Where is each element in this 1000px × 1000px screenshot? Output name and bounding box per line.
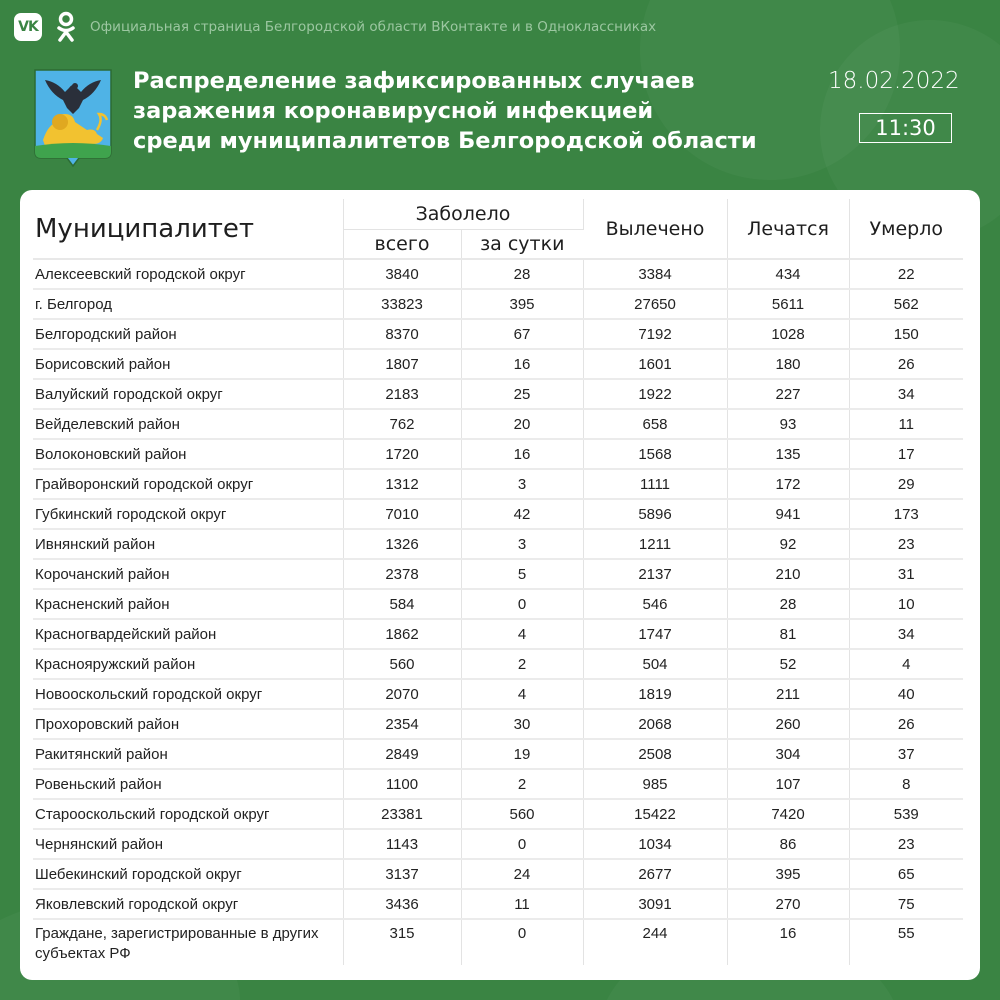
header-infected: Заболело [343,199,583,229]
cell-treating: 227 [727,379,849,409]
cell-total: 315 [343,919,461,965]
header-infected-total: всего [343,229,461,259]
cell-died: 11 [849,409,963,439]
cell-died: 17 [849,439,963,469]
cell-name: Алексеевский городской округ [33,259,343,289]
statistics-card [20,190,980,980]
cell-day: 0 [461,589,583,619]
cell-name: Граждане, зарегистрированные в других субъектах РФ [33,919,343,965]
cell-name: Губкинский городской округ [33,499,343,529]
cell-name: Краснояружский район [33,649,343,679]
cell-day: 395 [461,289,583,319]
cell-day: 42 [461,499,583,529]
page-title [133,66,793,156]
cell-treating: 941 [727,499,849,529]
cell-recovered: 1111 [583,469,727,499]
cell-recovered: 7192 [583,319,727,349]
cell-name: Яковлевский городской округ [33,889,343,919]
table-row [33,349,963,379]
cell-day: 19 [461,739,583,769]
report-date: 18.02.2022 [828,68,960,94]
cell-recovered: 5896 [583,499,727,529]
cell-died: 23 [849,529,963,559]
cell-recovered: 1211 [583,529,727,559]
cell-recovered: 658 [583,409,727,439]
cell-died: 22 [849,259,963,289]
cell-died: 173 [849,499,963,529]
table-row [33,709,963,739]
social-bar [14,10,656,44]
cell-name: г. Белгород [33,289,343,319]
cell-name: Борисовский район [33,349,343,379]
cell-total: 2070 [343,679,461,709]
cell-recovered: 3384 [583,259,727,289]
cell-died: 31 [849,559,963,589]
cell-treating: 81 [727,619,849,649]
table-row [33,469,963,499]
cell-died: 4 [849,649,963,679]
cell-died: 34 [849,619,963,649]
table-row [33,799,963,829]
table-row [33,649,963,679]
cell-name: Прохоровский район [33,709,343,739]
table-row [33,289,963,319]
table-row [33,499,963,529]
cell-treating: 86 [727,829,849,859]
table-row [33,769,963,799]
cell-total: 1143 [343,829,461,859]
cell-total: 2183 [343,379,461,409]
cell-recovered: 1819 [583,679,727,709]
table-row [33,889,963,919]
cell-treating: 172 [727,469,849,499]
table-row [33,919,963,965]
cell-died: 150 [849,319,963,349]
cell-recovered: 1568 [583,439,727,469]
cell-total: 23381 [343,799,461,829]
table-row [33,409,963,439]
cell-recovered: 2068 [583,709,727,739]
cell-recovered: 1601 [583,349,727,379]
cell-total: 560 [343,649,461,679]
cell-total: 8370 [343,319,461,349]
table-row [33,529,963,559]
cell-died: 539 [849,799,963,829]
cell-name: Новооскольский городской округ [33,679,343,709]
cell-day: 4 [461,619,583,649]
cell-name: Красненский район [33,589,343,619]
cell-treating: 1028 [727,319,849,349]
title-line: Распределение зафиксированных случаев [133,68,695,94]
cell-died: 562 [849,289,963,319]
cell-died: 37 [849,739,963,769]
cell-name: Грайворонский городской округ [33,469,343,499]
cell-day: 24 [461,859,583,889]
cell-day: 4 [461,679,583,709]
table-row [33,739,963,769]
cell-total: 3436 [343,889,461,919]
cell-treating: 304 [727,739,849,769]
cell-day: 560 [461,799,583,829]
cell-recovered: 2137 [583,559,727,589]
cell-died: 65 [849,859,963,889]
cell-died: 75 [849,889,963,919]
cell-name: Ивнянский район [33,529,343,559]
vk-icon[interactable]: VK [14,13,42,41]
cell-recovered: 1922 [583,379,727,409]
cell-died: 10 [849,589,963,619]
cell-day: 16 [461,439,583,469]
cell-name: Вейделевский район [33,409,343,439]
cell-recovered: 244 [583,919,727,965]
cell-treating: 270 [727,889,849,919]
cell-day: 5 [461,559,583,589]
cell-died: 8 [849,769,963,799]
cell-treating: 7420 [727,799,849,829]
belgorod-coat-of-arms-icon [33,68,113,168]
cell-name: Ровеньский район [33,769,343,799]
cell-died: 34 [849,379,963,409]
odnoklassniki-icon[interactable] [56,11,76,43]
cell-recovered: 504 [583,649,727,679]
cell-day: 30 [461,709,583,739]
cell-treating: 260 [727,709,849,739]
cell-treating: 28 [727,589,849,619]
cell-total: 762 [343,409,461,439]
cell-day: 0 [461,829,583,859]
cell-day: 28 [461,259,583,289]
header-treating: Лечатся [727,199,849,259]
cell-treating: 434 [727,259,849,289]
cell-day: 2 [461,649,583,679]
cell-recovered: 27650 [583,289,727,319]
cell-treating: 180 [727,349,849,379]
title-line: заражения коронавирусной инфекцией [133,98,654,124]
table-row [33,379,963,409]
cell-treating: 210 [727,559,849,589]
cell-name: Валуйский городской округ [33,379,343,409]
cell-recovered: 546 [583,589,727,619]
cell-day: 67 [461,319,583,349]
cell-recovered: 2508 [583,739,727,769]
cell-day: 16 [461,349,583,379]
table-row [33,859,963,889]
cell-treating: 16 [727,919,849,965]
table-row [33,619,963,649]
table-row [33,439,963,469]
cell-treating: 135 [727,439,849,469]
cell-name: Старооскольский городской округ [33,799,343,829]
cell-total: 1807 [343,349,461,379]
covid-statistics-table [33,199,963,965]
cell-died: 29 [849,469,963,499]
cell-day: 3 [461,469,583,499]
cell-died: 55 [897,925,915,942]
cell-day: 20 [461,409,583,439]
cell-day: 2 [461,769,583,799]
cell-name: Красногвардейский район [33,619,343,649]
header-infected-day: за сутки [461,229,583,259]
cell-total: 7010 [343,499,461,529]
cell-name: Корочанский район [33,559,343,589]
header-recovered: Вылечено [583,199,727,259]
table-row [33,319,963,349]
social-caption: Официальная страница Белгородской области ВКонтакте и в Одноклассниках [90,19,657,35]
cell-recovered: 15422 [583,799,727,829]
title-line: среди муниципалитетов Белгородской области [133,128,757,154]
cell-recovered: 2677 [583,859,727,889]
cell-total: 2378 [343,559,461,589]
cell-died: 26 [849,349,963,379]
header-municipality: Муниципалитет [33,199,343,259]
cell-day: 25 [461,379,583,409]
table-row [33,829,963,859]
cell-total: 3137 [343,859,461,889]
cell-recovered: 985 [583,769,727,799]
table-row [33,259,963,289]
cell-total: 584 [343,589,461,619]
cell-treating: 211 [727,679,849,709]
cell-name: Ракитянский район [33,739,343,769]
cell-day: 0 [461,919,583,965]
cell-total: 2849 [343,739,461,769]
cell-total: 1100 [343,769,461,799]
report-time: 11:30 [859,113,952,143]
cell-total: 1862 [343,619,461,649]
cell-recovered: 1747 [583,619,727,649]
table-row [33,679,963,709]
cell-died: 23 [849,829,963,859]
cell-day: 3 [461,529,583,559]
cell-total: 1326 [343,529,461,559]
table-row [33,559,963,589]
cell-treating: 93 [727,409,849,439]
cell-total: 1312 [343,469,461,499]
cell-total: 2354 [343,709,461,739]
table-row [33,589,963,619]
cell-treating: 107 [727,769,849,799]
cell-total: 3840 [343,259,461,289]
cell-day: 11 [461,889,583,919]
cell-recovered: 1034 [583,829,727,859]
cell-recovered: 3091 [583,889,727,919]
cell-died: 40 [849,679,963,709]
cell-died: 26 [849,709,963,739]
cell-name: Волоконовский район [33,439,343,469]
cell-name: Белгородский район [33,319,343,349]
cell-name: Чернянский район [33,829,343,859]
cell-treating: 52 [727,649,849,679]
cell-total: 1720 [343,439,461,469]
cell-treating: 92 [727,529,849,559]
cell-total: 33823 [343,289,461,319]
cell-treating: 395 [727,859,849,889]
header-died: Умерло [849,199,963,259]
cell-name: Шебекинский городской округ [33,859,343,889]
cell-treating: 5611 [727,289,849,319]
